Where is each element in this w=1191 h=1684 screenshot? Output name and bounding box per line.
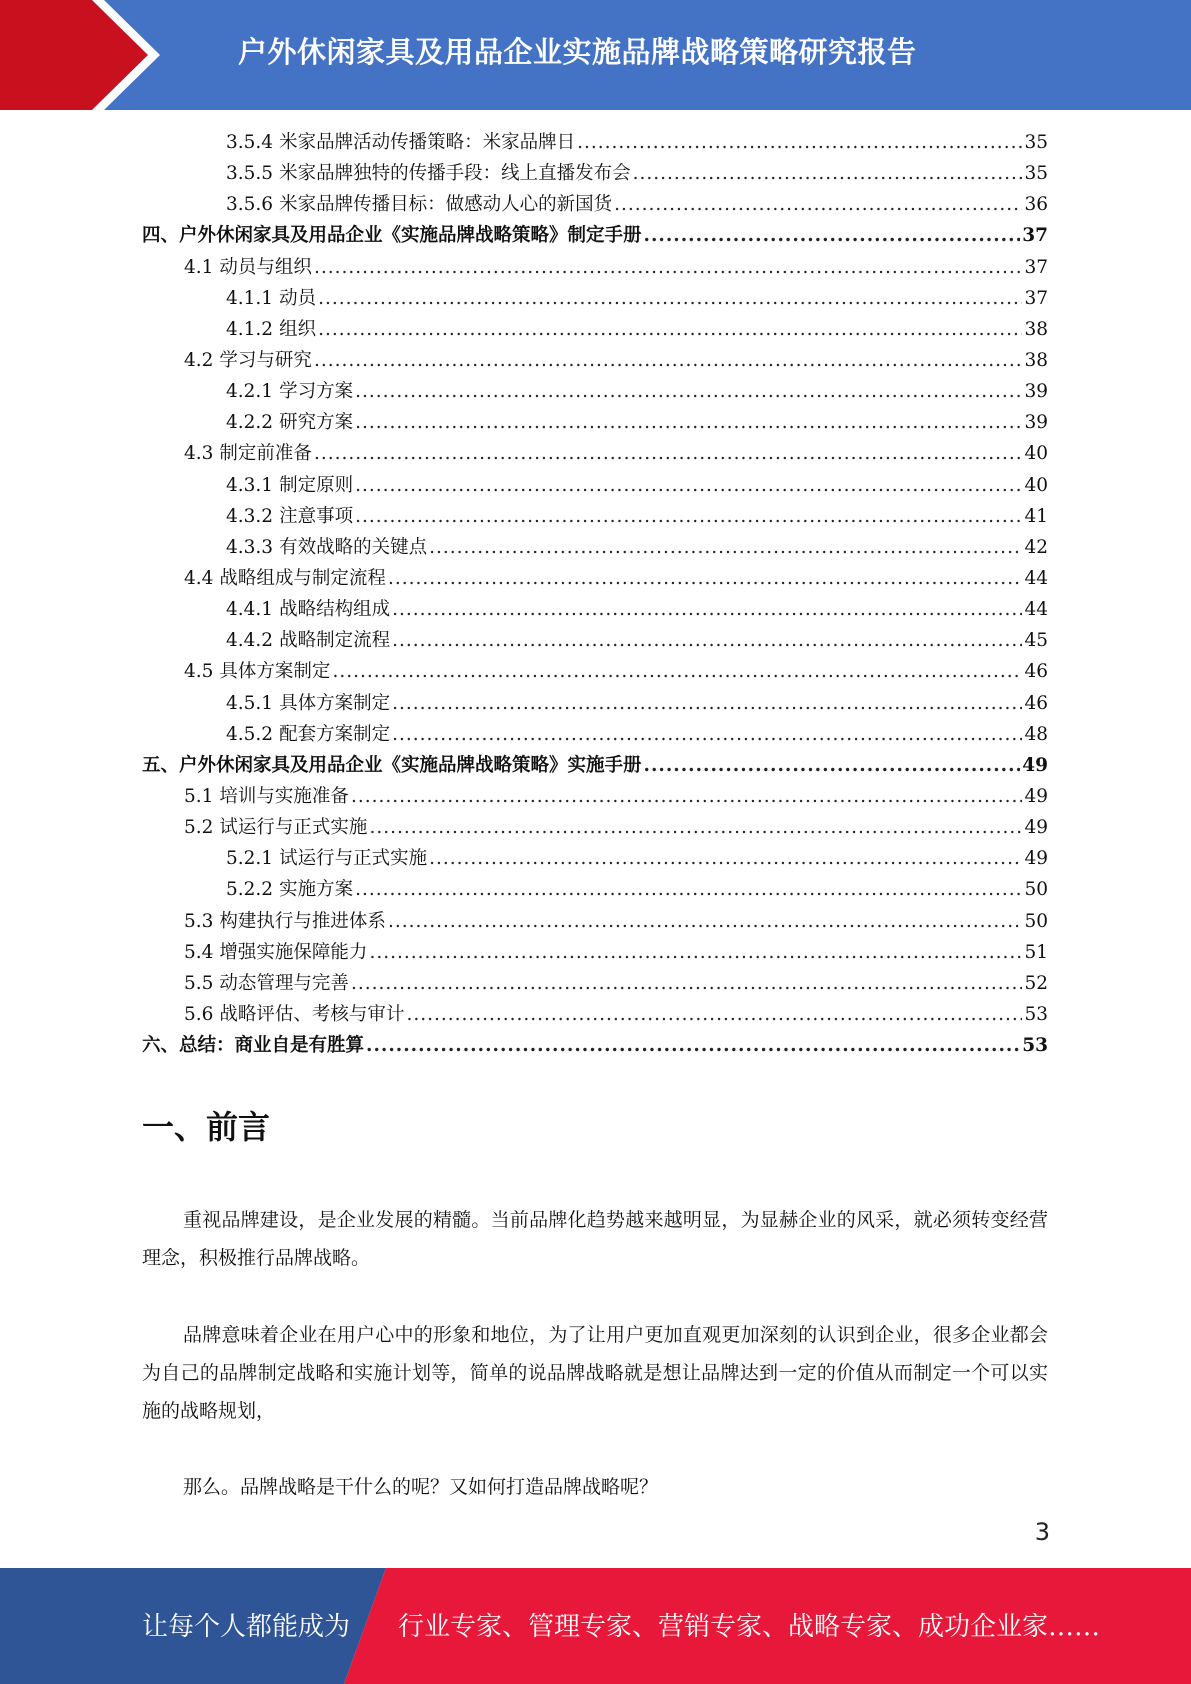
toc-entry[interactable]: [142, 719, 1048, 750]
toc-entry-number: 4.3.2: [226, 505, 274, 527]
toc-entry[interactable]: [142, 127, 1048, 158]
toc-dot-leader: [332, 656, 1022, 687]
toc-entry[interactable]: [142, 345, 1048, 376]
toc-entry-page: 49: [1024, 785, 1048, 807]
toc-dot-leader: [388, 906, 1023, 937]
toc-dot-leader: [577, 127, 1022, 158]
toc-entry[interactable]: [142, 594, 1048, 625]
toc-entry-title: 米家品牌传播目标：做感动人心的新国货: [279, 194, 613, 216]
toc-entry-page: 35: [1024, 132, 1048, 153]
toc-dot-leader: [355, 407, 1022, 438]
toc-entry[interactable]: [142, 189, 1048, 220]
paragraph-1: 重视品牌建设，是企业发展的精髓。当前品牌化趋势越来越明显，为显赫企业的风采，就必须转变经营理念，积极推行品牌战略。: [142, 1209, 1048, 1269]
toc-entry[interactable]: [142, 968, 1048, 999]
toc-entry-number: 5.5: [184, 972, 214, 994]
toc-entry-number: 4.1.1: [226, 287, 274, 309]
toc-entry-page: 37: [1022, 225, 1048, 247]
toc-entry-title: 注意事项: [279, 505, 354, 527]
toc-entry[interactable]: [142, 532, 1048, 563]
toc-entry-number: 4.4: [184, 567, 214, 589]
toc-dot-leader: [355, 376, 1022, 407]
toc-entry-number: 4.3.1: [226, 474, 274, 496]
toc-entry-title: 配套方案制定: [279, 723, 391, 745]
toc-entry-number: 4.5.2: [226, 723, 274, 745]
toc-entry-number: 3.5.4: [226, 132, 274, 153]
toc-dot-leader: [388, 563, 1023, 594]
toc-entry-page: 52: [1024, 972, 1048, 994]
toc-entry-number: 3.5.6: [226, 194, 274, 216]
toc-entry-number: 5.4: [184, 941, 214, 963]
toc-entry-page: 42: [1024, 536, 1048, 558]
toc-entry-number: 5.3: [184, 910, 214, 932]
toc-entry-page: 39: [1024, 412, 1048, 434]
toc-entry-number: 4.2.2: [226, 412, 274, 434]
toc-entry[interactable]: [142, 563, 1048, 594]
toc-entry[interactable]: [142, 781, 1048, 812]
toc-entry[interactable]: [142, 874, 1048, 905]
toc-entry-number: 4.2.1: [226, 381, 274, 403]
toc-dot-leader: [314, 438, 1023, 469]
toc-entry-page: 36: [1024, 194, 1048, 216]
toc-entry-number: 4.3.3: [226, 536, 274, 558]
toc-dot-leader: [318, 283, 1022, 314]
toc-dot-leader: [366, 1030, 1020, 1061]
toc-entry-page: 39: [1024, 381, 1048, 403]
toc-entry[interactable]: [142, 1030, 1048, 1061]
toc-entry-page: 45: [1024, 630, 1048, 652]
toc-entry-number: 4.1: [184, 256, 214, 278]
toc-entry-title: 战略组成与制定流程: [219, 567, 386, 589]
toc-entry-title: 制定原则: [279, 474, 354, 496]
toc-entry-page: 53: [1024, 1003, 1048, 1025]
page-number: 3: [1034, 1518, 1050, 1546]
toc-entry-title: 四、户外休闲家具及用品企业《实施品牌战略策略》制定手册: [142, 225, 642, 247]
toc-dot-leader: [392, 594, 1022, 625]
toc-dot-leader: [314, 252, 1023, 283]
toc-dot-leader: [644, 750, 1021, 781]
toc-entry-title: 组织: [279, 318, 317, 340]
toc-entry-number: 4.5.1: [226, 692, 274, 714]
toc-entry[interactable]: [142, 283, 1048, 314]
toc-entry-title: 五、户外休闲家具及用品企业《实施品牌战略策略》实施手册: [142, 754, 642, 776]
toc-entry-title: 培训与实施准备: [219, 785, 349, 807]
toc-entry[interactable]: [142, 501, 1048, 532]
toc-dot-leader: [429, 532, 1022, 563]
toc-entry-title: 试运行与正式实施: [219, 817, 368, 839]
toc-dot-leader: [392, 719, 1022, 750]
toc-dot-leader: [318, 314, 1022, 345]
toc-entry-page: 48: [1024, 723, 1048, 745]
section-heading: 一、前言: [142, 1108, 271, 1146]
toc-entry[interactable]: [142, 906, 1048, 937]
toc-dot-leader: [355, 501, 1022, 532]
header-arrow-decoration: [0, 0, 260, 110]
toc-entry[interactable]: [142, 688, 1048, 719]
toc-entry-page: 37: [1024, 256, 1048, 278]
paragraph-3: 那么。品牌战略是干什么的呢？又如何打造品牌战略呢？: [183, 1476, 659, 1498]
toc-entry-number: 5.1: [184, 785, 214, 807]
toc-entry-number: 4.2: [184, 349, 214, 371]
toc-entry-title: 研究方案: [279, 412, 354, 434]
toc-entry-page: 41: [1024, 505, 1048, 527]
toc-entry-page: 38: [1024, 318, 1048, 340]
toc-dot-leader: [644, 220, 1021, 251]
header-title: 户外休闲家具及用品企业实施品牌战略策略研究报告: [238, 35, 917, 69]
toc-entry[interactable]: [142, 158, 1048, 189]
toc-entry-page: 49: [1024, 848, 1048, 870]
toc-entry[interactable]: [142, 376, 1048, 407]
toc-dot-leader: [406, 999, 1022, 1030]
toc-entry-page: 44: [1024, 567, 1048, 589]
toc-entry[interactable]: [142, 407, 1048, 438]
toc-entry-number: 5.2.1: [226, 848, 274, 870]
toc-dot-leader: [355, 470, 1022, 501]
toc-dot-leader: [351, 781, 1023, 812]
footer-slogan-left: 让每个人都能成为: [142, 1612, 351, 1642]
toc-entry-title: 具体方案制定: [219, 661, 331, 683]
toc-entry-title: 动员与组织: [219, 256, 312, 278]
toc-entry-title: 战略制定流程: [279, 630, 391, 652]
toc-entry[interactable]: [142, 470, 1048, 501]
toc-entry-title: 动员: [279, 287, 317, 309]
toc-entry-page: 38: [1024, 349, 1048, 371]
toc-entry[interactable]: [142, 252, 1048, 283]
toc-entry-page: 50: [1024, 879, 1048, 901]
toc-dot-leader: [314, 345, 1023, 376]
toc-entry-title: 具体方案制定: [279, 692, 391, 714]
toc-entry-page: 40: [1024, 474, 1048, 496]
toc-entry-page: 46: [1024, 692, 1048, 714]
toc-entry-title: 战略评估、考核与审计: [219, 1003, 405, 1025]
toc-entry-title: 米家品牌独特的传播手段：线上直播发布会: [279, 163, 631, 185]
toc-entry-number: 4.4.2: [226, 630, 274, 652]
toc-entry[interactable]: [142, 937, 1048, 968]
toc-dot-leader: [351, 968, 1023, 999]
toc-entry-page: 51: [1024, 941, 1048, 963]
toc-entry[interactable]: [142, 314, 1048, 345]
toc-entry[interactable]: [142, 843, 1048, 874]
toc-entry-page: 49: [1024, 817, 1048, 839]
toc-entry-title: 学习与研究: [219, 349, 312, 371]
toc-dot-leader: [369, 937, 1022, 968]
toc-entry-number: 3.5.5: [226, 163, 274, 185]
toc-entry[interactable]: [142, 999, 1048, 1030]
toc-entry[interactable]: [142, 438, 1048, 469]
toc-entry-number: 5.2: [184, 817, 214, 839]
toc-entry-title: 增强实施保障能力: [219, 941, 368, 963]
toc-entry-number: 4.1.2: [226, 318, 274, 340]
toc-entry-page: 49: [1022, 754, 1048, 776]
toc-dot-leader: [614, 189, 1022, 220]
page-footer: [0, 1568, 1191, 1684]
toc-entry-number: 5.2.2: [226, 879, 274, 901]
toc-entry-title: 有效战略的关键点: [279, 536, 428, 558]
table-of-contents: [142, 127, 1048, 1061]
toc-entry[interactable]: [142, 812, 1048, 843]
toc-entry-title: 试运行与正式实施: [279, 848, 428, 870]
toc-entry-title: 战略结构组成: [279, 599, 391, 621]
toc-entry-page: 44: [1024, 599, 1048, 621]
toc-entry-title: 构建执行与推进体系: [219, 910, 386, 932]
toc-entry-page: 50: [1024, 910, 1048, 932]
toc-entry-title: 学习方案: [279, 381, 354, 403]
toc-dot-leader: [429, 843, 1022, 874]
toc-entry-page: 46: [1024, 661, 1048, 683]
toc-entry-number: 4.5: [184, 661, 214, 683]
toc-dot-leader: [633, 158, 1023, 189]
toc-entry-title: 米家品牌活动传播策略：米家品牌日: [279, 132, 576, 153]
toc-entry-page: 53: [1022, 1035, 1048, 1057]
toc-entry[interactable]: [142, 750, 1048, 781]
page-header: [0, 0, 1191, 110]
toc-entry-page: 35: [1024, 163, 1048, 185]
toc-entry-page: 37: [1024, 287, 1048, 309]
toc-dot-leader: [392, 688, 1022, 719]
toc-entry-number: 4.3: [184, 443, 214, 465]
footer-slogan-right: 行业专家、管理专家、营销专家、战略专家、成功企业家……: [398, 1612, 1101, 1642]
toc-entry-title: 六、总结：商业自是有胜算: [142, 1035, 365, 1057]
toc-entry-page: 40: [1024, 443, 1048, 465]
paragraph-2: 品牌意味着企业在用户心中的形象和地位，为了让用户更加直观更加深刻的认识到企业，很多企业都会为自己的品牌制定战略和实施计划等，简单的说品牌战略就是想让品牌达到一定的价值从而制定一个可以实施的战略规划，: [142, 1324, 1048, 1422]
toc-dot-leader: [355, 874, 1022, 905]
toc-entry[interactable]: [142, 220, 1048, 251]
toc-entry-title: 实施方案: [279, 879, 354, 901]
toc-dot-leader: [392, 625, 1022, 656]
toc-entry-title: 制定前准备: [219, 443, 312, 465]
toc-entry-number: 5.6: [184, 1003, 214, 1025]
toc-entry-number: 4.4.1: [226, 599, 274, 621]
toc-entry[interactable]: [142, 656, 1048, 687]
toc-entry-title: 动态管理与完善: [219, 972, 349, 994]
toc-entry[interactable]: [142, 625, 1048, 656]
toc-dot-leader: [369, 812, 1022, 843]
